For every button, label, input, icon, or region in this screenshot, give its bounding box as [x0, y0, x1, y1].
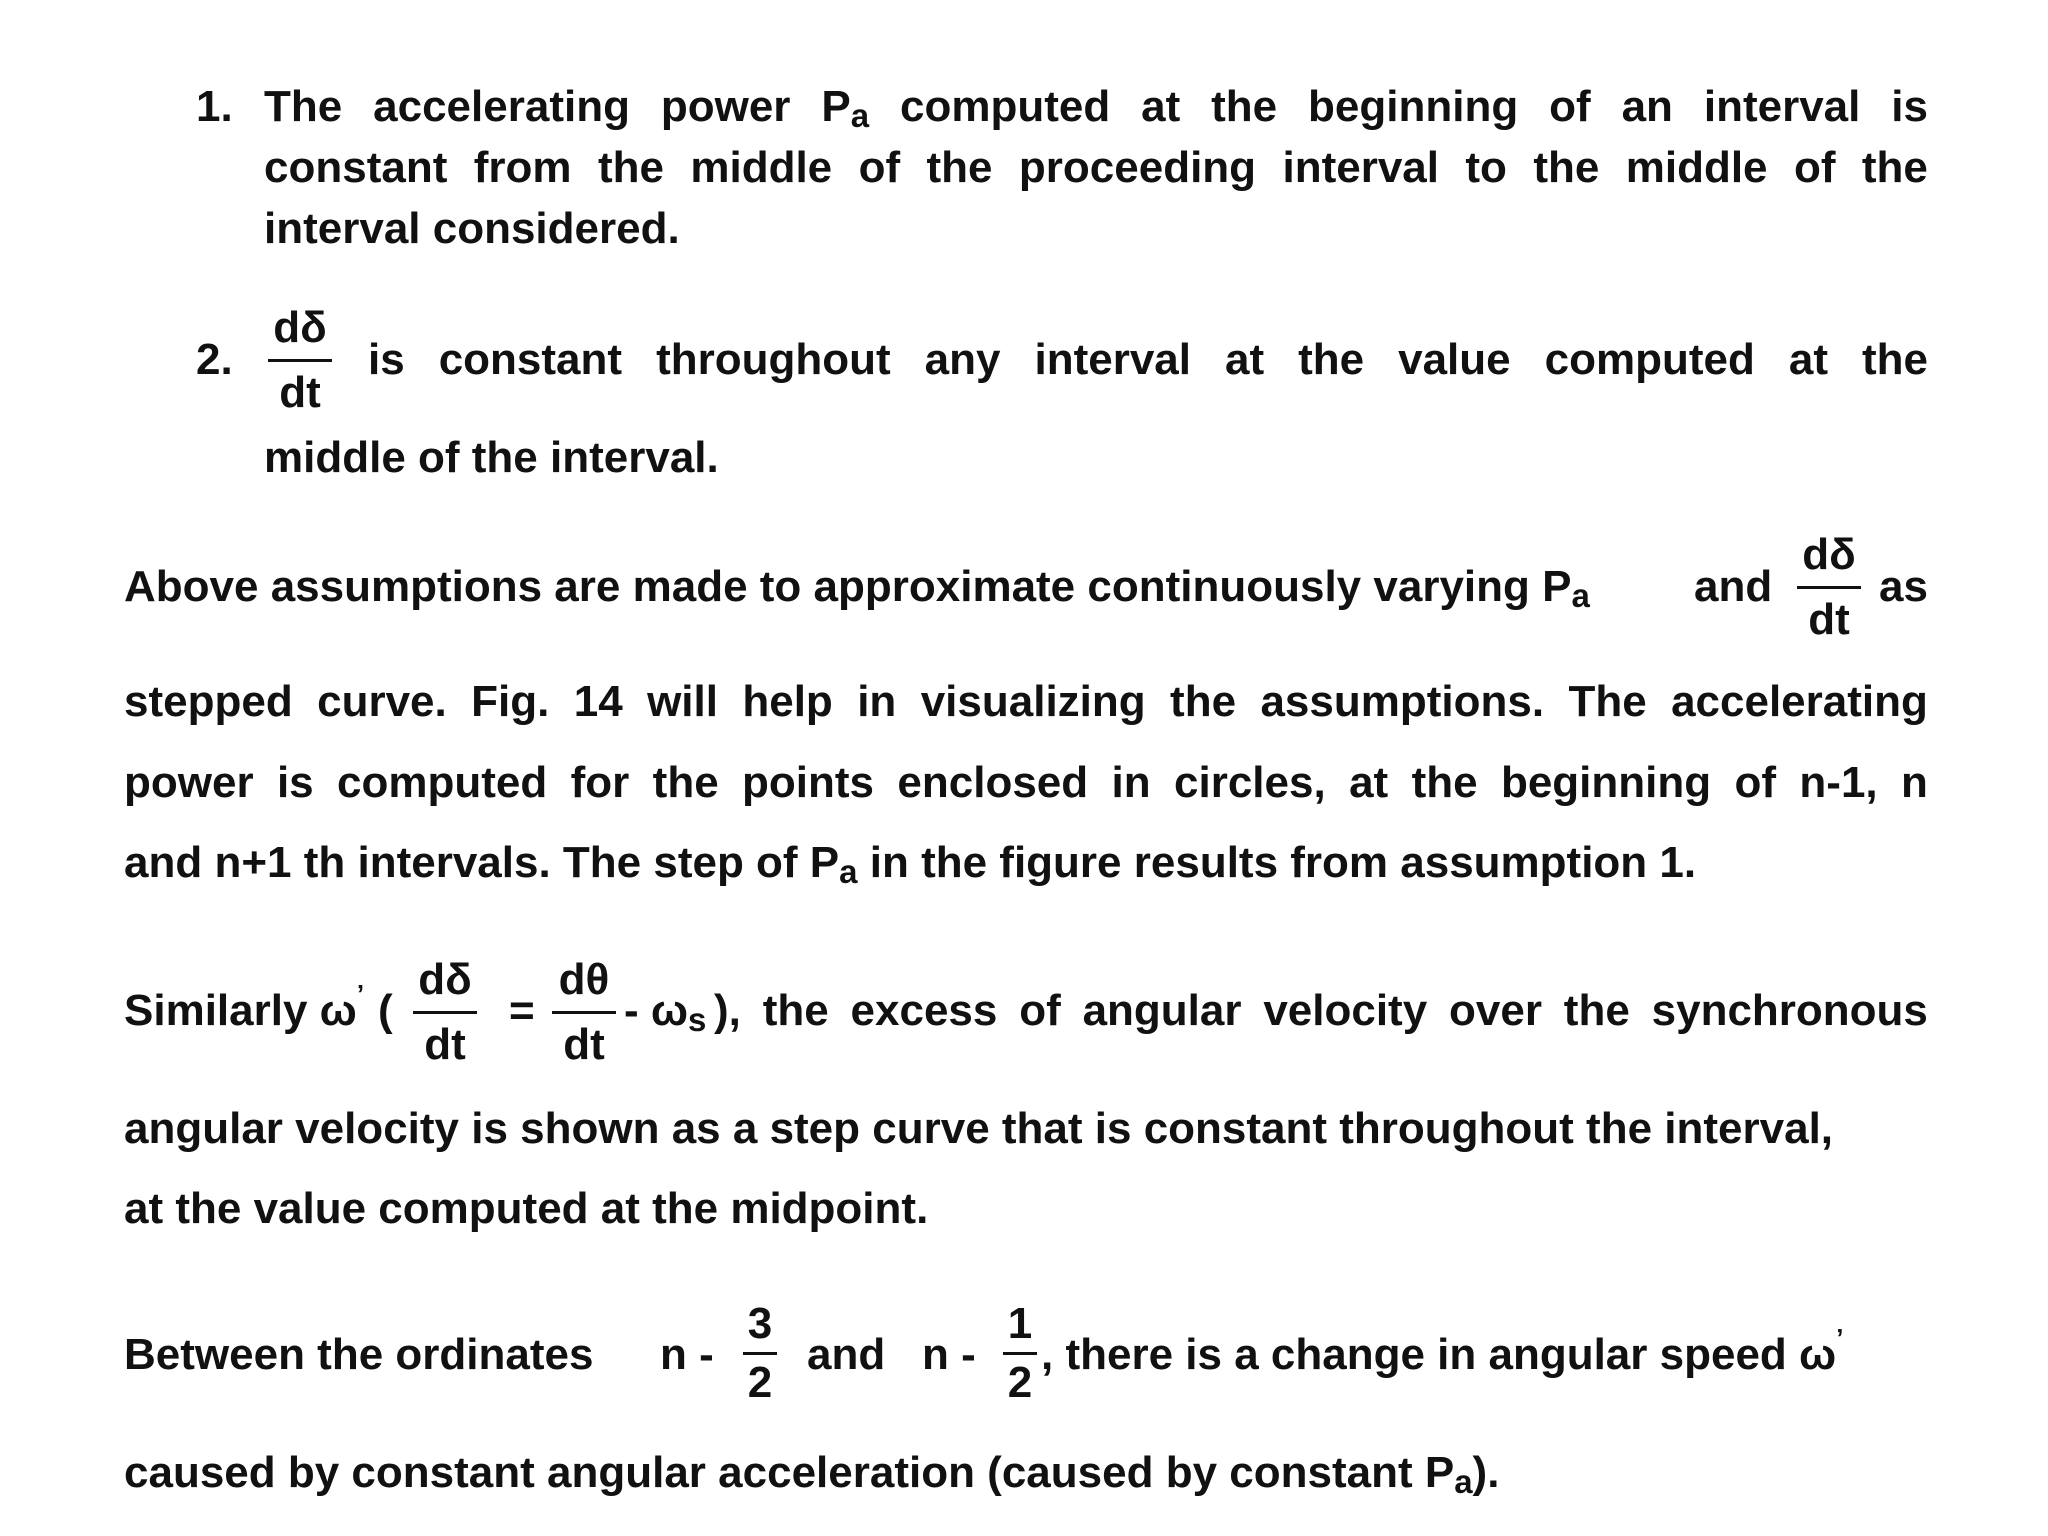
list-number-1: 1.: [196, 82, 233, 131]
fraction-3-over-2: 3 2: [743, 1302, 777, 1405]
list-number-2: 2.: [196, 335, 233, 384]
fraction-1-over-2: 1 2: [1003, 1302, 1037, 1405]
item1-line3: interval considered.: [264, 204, 680, 253]
para2-line2: angular velocity is shown as a step curve that is constant throughout the interval,: [124, 1104, 1834, 1153]
para3-and: and: [807, 1330, 886, 1379]
para1-as: as: [1879, 562, 1928, 611]
para1-line2: stepped curve. Fig. 14 will help in visualizing the assumptions. The accelerating: [124, 677, 1928, 726]
para2-open-paren: (: [378, 986, 393, 1035]
para1-line1: Above assumptions are made to approximate continuously varying $P_a$: [124, 562, 1590, 614]
item2-line1: is constant throughout any interval at the value computed at the: [368, 335, 1928, 384]
item1-line2: constant from the middle of the proceeding interval to the middle of the: [264, 143, 1928, 192]
fraction-ddelta-dt-inline: dδ dt: [1797, 533, 1861, 642]
para3-rest: , there is a change in angular speed ω’: [1041, 1323, 1844, 1379]
para2-equals: =: [509, 986, 535, 1035]
para3-lead: Between the ordinates: [124, 1330, 594, 1379]
para3-line2: caused by constant angular acceleration (caused by constant $P_a$).: [124, 1448, 1500, 1500]
para1-line3: power is computed for the points enclosed in circles, at the beginning of n-1, n: [124, 758, 1928, 807]
para1-and: and: [1694, 562, 1773, 611]
item2-line2: middle of the interval.: [264, 433, 719, 482]
item1-line1: The accelerating power $P_a$ computed at the beginning of an interval is: [264, 82, 1928, 134]
para1-line4: and n+1 th intervals. The step of $P_a$ in the figure results from assumption 1.: [124, 838, 1697, 890]
para2-omega-s: - $\omega_s$: [624, 986, 707, 1038]
para2-line1-rest: ), the excess of angular velocity over the synchronous: [714, 986, 1928, 1035]
para2-line3: at the value computed at the midpoint.: [124, 1184, 929, 1233]
para3-n2: n -: [922, 1330, 976, 1379]
fraction-ddelta-dt: dδ dt: [268, 306, 332, 415]
fraction-dtheta-dt: dθ dt: [552, 958, 616, 1067]
fraction-ddelta-dt-2: dδ dt: [413, 958, 477, 1067]
para2-similarly: Similarly ω’: [124, 979, 365, 1035]
para3-n1: n -: [660, 1330, 714, 1379]
